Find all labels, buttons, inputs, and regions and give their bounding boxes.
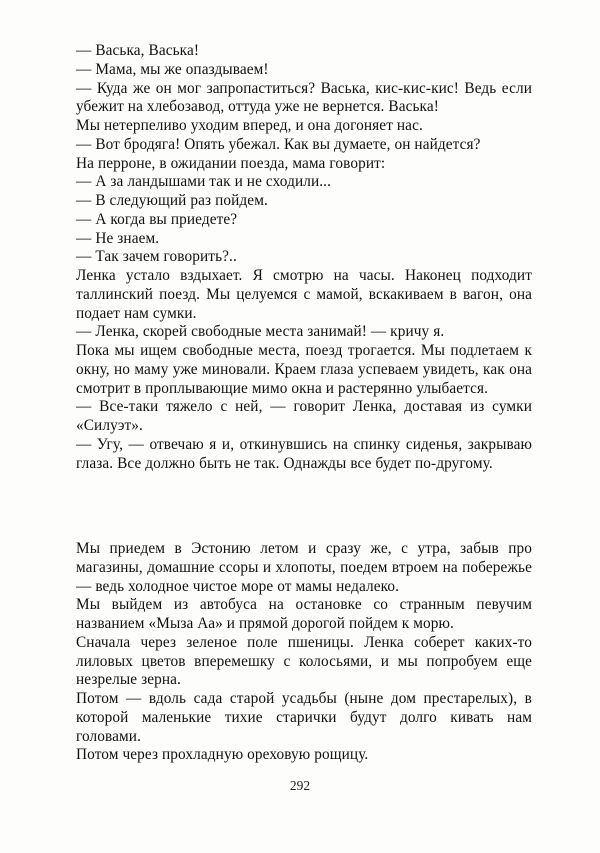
text-section-1 <box>76 42 532 473</box>
paragraph: Мы выйдем из автобуса на остановке со странным певучим названием «Мыза Аа» и прямой дорогой пойдем к морю. <box>76 596 532 632</box>
text-section-2 <box>76 540 532 765</box>
paragraph: — В следующий раз пойдем. <box>76 192 268 209</box>
paragraph: — Вот бродяга! Опять убежал. Как вы думаете, он найдется? <box>76 135 481 153</box>
paragraph: На перроне, в ожидании поезда, мама говорит: <box>76 154 386 172</box>
paragraph: — Васька, Васька! <box>76 42 200 59</box>
paragraph: — Все-таки тяжело с ней, — говорит Ленка, доставая из сумки «Силуэт». <box>76 398 532 434</box>
paragraph: Мы нетерпеливо уходим вперед, и она догоняет нас. <box>76 117 423 134</box>
paragraph: Сначала через зеленое поле пшеницы. Ленка соберет каких-то лиловых цветов вперемешку с колосьями, и мы попробуем еще незрелые зерна. <box>76 633 532 689</box>
paragraph: Ленка устало вздыхает. Я смотрю на часы. Наконец подходит таллинский поезд. Мы целуемся с мамой, вскакиваем в вагон, она подает нам сумки. <box>76 267 532 322</box>
paragraph: Потом через прохладную ореховую рощицу. <box>76 746 369 764</box>
paragraph: — Так зачем говорить?.. <box>76 248 237 266</box>
paragraph: Пока мы ищем свободные места, поезд трогается. Мы подлетаем к окну, но маму уже миновали. Краем глаза успеваем увидеть, как она смотрит в проплывающие мимо окна и растерянно улыбается. <box>76 342 532 397</box>
paragraph: Мы приедем в Эстонию летом и сразу же, с утра, забыв про магазины, домашние ссоры и хлопоты, поедем втроем на побережье — ведь холодное чистое море от мамы недалеко. <box>76 540 532 595</box>
paragraph: — Не знаем. <box>76 229 160 247</box>
paragraph: — А за ландышами так и не сходили... <box>76 173 332 191</box>
paragraph: Потом — вдоль сада старой усадьбы (ныне дом престарелых), в которой маленькие тихие старички будут долго кивать нам головами. <box>76 690 532 745</box>
paragraph: — Угу, — отвечаю я и, откинувшись на спинку сиденья, закрываю глаза. Все должно быть не так. Однажды все будет по-другому. <box>76 435 532 472</box>
paragraph: — Ленка, скорей свободные места занимай! — кричу я. <box>76 323 445 341</box>
page-number: 292 <box>289 778 311 793</box>
paragraph: — А когда вы приедете? <box>76 210 238 228</box>
paragraph: — Мама, мы же опаздываем! <box>76 60 269 78</box>
paragraph: — Куда же он мог запропаститься? Васька, кис-кис-кис! Ведь если убежит на хлебозавод, оттуда уже не вернется. Васька! <box>76 79 532 116</box>
